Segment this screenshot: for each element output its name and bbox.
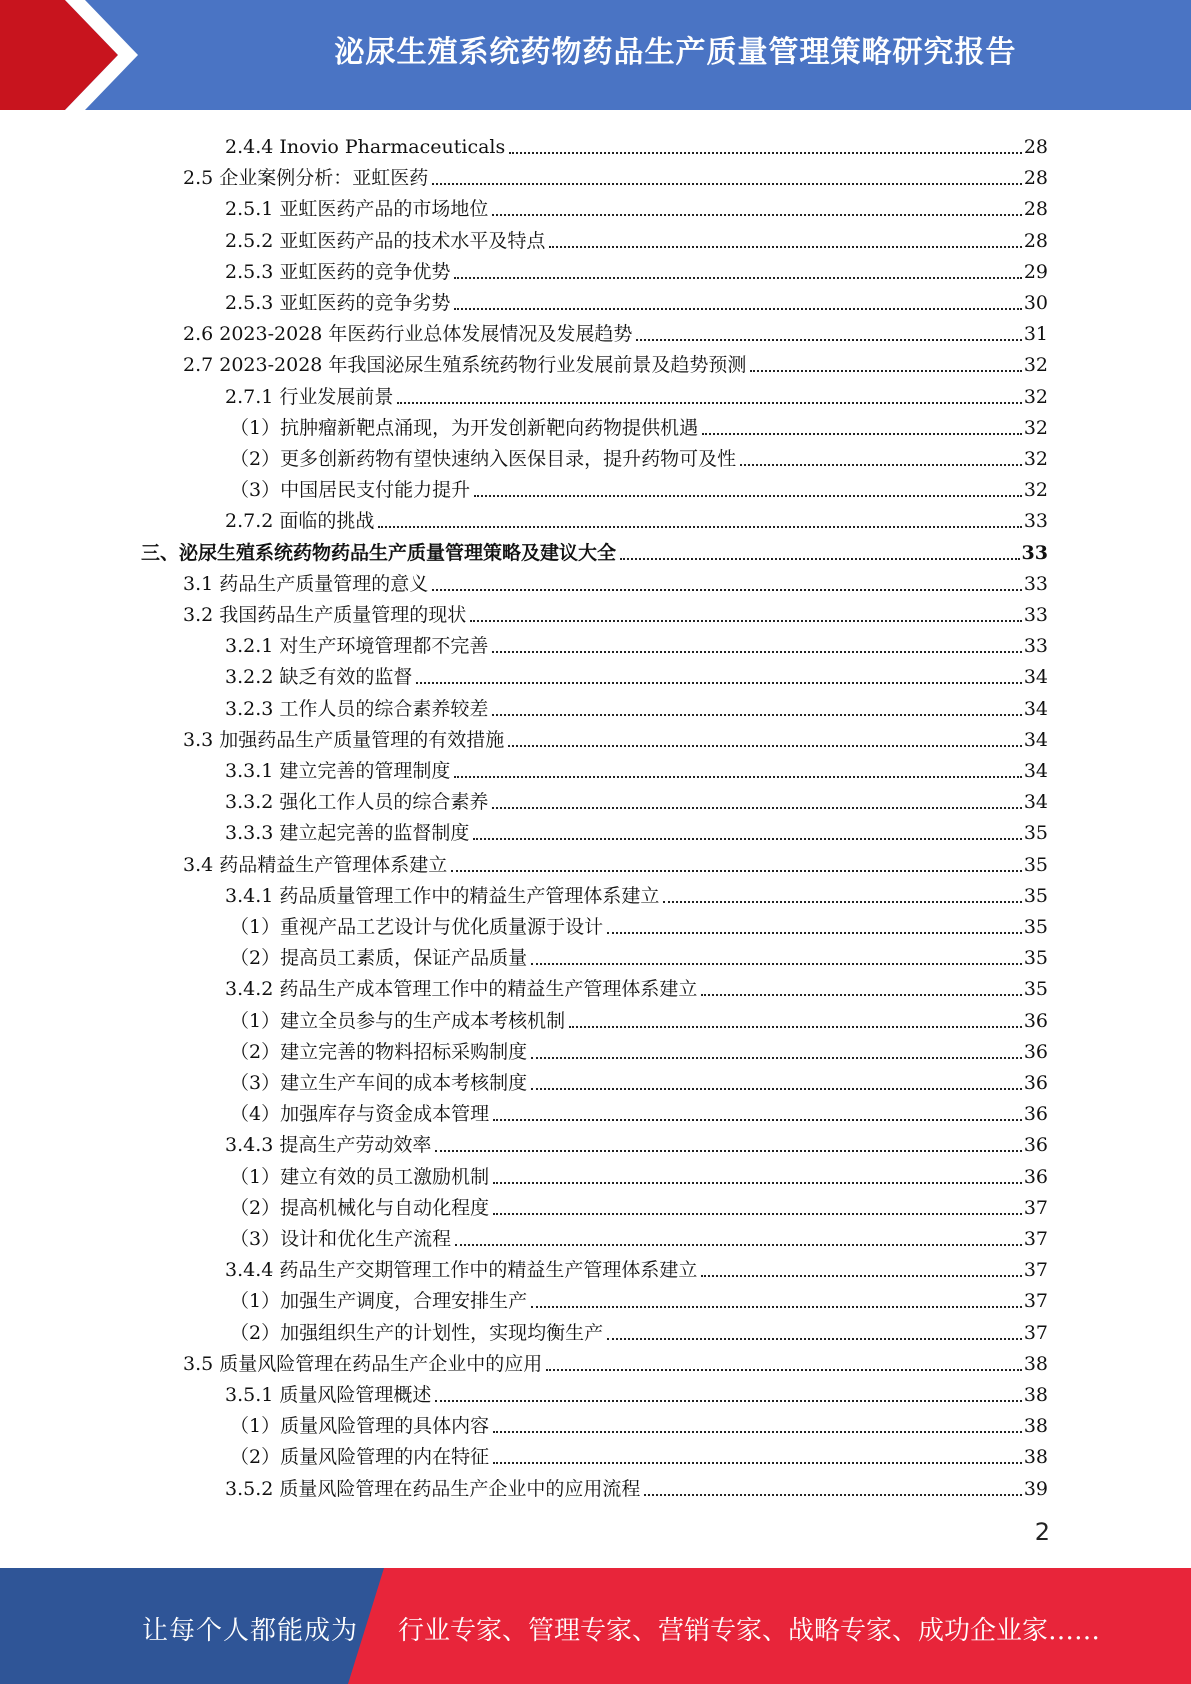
toc-entry[interactable] <box>230 409 1048 440</box>
toc-entry[interactable] <box>183 159 1048 190</box>
toc-entry-page: 34 <box>1023 791 1048 814</box>
toc-dot-leader <box>644 1470 1021 1496</box>
toc-entry[interactable] <box>183 721 1048 752</box>
toc-entry-label: （1）建立有效的员工激励机制 <box>230 1165 490 1188</box>
toc-dot-leader <box>455 1220 1022 1246</box>
toc-dot-leader <box>474 471 1022 497</box>
toc-entry-label: 3.5.2 质量风险管理在药品生产企业中的应用流程 <box>225 1477 641 1500</box>
toc-entry-page: 33 <box>1023 572 1048 595</box>
toc-entry[interactable] <box>225 970 1048 1001</box>
toc-entry-page: 37 <box>1023 1196 1048 1219</box>
toc-entry-label: 2.4.4 Inovio Pharmaceuticals <box>225 136 506 158</box>
toc-entry[interactable] <box>225 658 1048 689</box>
toc-entry-label: 3.4.3 提高生产劳动效率 <box>225 1134 432 1157</box>
toc-dot-leader <box>432 565 1022 591</box>
toc-entry[interactable] <box>230 1158 1048 1189</box>
toc-entry[interactable] <box>225 378 1048 409</box>
toc-entry[interactable] <box>225 284 1048 315</box>
toc-entry-page: 34 <box>1023 697 1048 720</box>
toc-entry-label: （2）质量风险管理的内在特征 <box>230 1446 490 1469</box>
toc-dot-leader <box>509 128 1022 154</box>
toc-entry-label: 3.3.2 强化工作人员的综合素养 <box>225 791 489 814</box>
toc-dot-leader <box>493 1189 1022 1215</box>
toc-dot-leader <box>740 440 1022 466</box>
toc-entry-label: 2.6 2023-2028 年医药行业总体发展情况及发展趋势 <box>183 323 633 346</box>
toc-entry-label: 3.2 我国药品生产质量管理的现状 <box>183 604 467 626</box>
toc-entry-page: 28 <box>1023 198 1048 221</box>
toc-entry[interactable] <box>230 1064 1048 1095</box>
toc-entry[interactable] <box>225 690 1048 721</box>
toc-entry-page: 28 <box>1023 167 1048 190</box>
toc-entry[interactable] <box>225 190 1048 221</box>
toc-entry-page: 32 <box>1023 416 1048 439</box>
toc-entry[interactable] <box>225 1126 1048 1157</box>
toc-entry-page: 35 <box>1023 822 1048 845</box>
toc-dot-leader <box>416 658 1021 684</box>
toc-entry-page: 34 <box>1023 760 1048 782</box>
toc-dot-leader <box>531 1064 1022 1090</box>
toc-entry[interactable] <box>183 596 1048 627</box>
toc-entry-page: 38 <box>1023 1352 1048 1375</box>
toc-entry-label: 3.4 药品精益生产管理体系建立 <box>183 853 448 876</box>
toc-entry-page: 36 <box>1023 1103 1048 1126</box>
toc-entry-page: 37 <box>1023 1290 1048 1313</box>
toc-dot-leader <box>451 846 1022 872</box>
toc-entry[interactable] <box>230 1002 1048 1033</box>
toc-entry[interactable] <box>225 814 1048 845</box>
toc-entry-page: 37 <box>1023 1259 1048 1282</box>
toc-dot-leader <box>531 1282 1022 1308</box>
toc-entry[interactable] <box>225 502 1048 533</box>
toc-dot-leader <box>701 1251 1021 1277</box>
toc-entry[interactable] <box>230 939 1048 970</box>
page-number: 2 <box>1034 1518 1050 1546</box>
toc-entry-label: （2）提高员工素质，保证产品质量 <box>230 947 528 970</box>
toc-entry[interactable] <box>230 1033 1048 1064</box>
toc-dot-leader <box>454 253 1021 279</box>
toc-entry-page: 34 <box>1023 728 1048 751</box>
toc-dot-leader <box>607 1314 1022 1340</box>
toc-entry[interactable] <box>225 783 1048 814</box>
toc-dot-leader <box>493 1095 1022 1121</box>
footer-slogan-right: 行业专家、管理专家、营销专家、战略专家、成功企业家…… <box>398 1616 1101 1646</box>
toc-entry-page: 32 <box>1023 448 1048 470</box>
toc-entry-label: （1）加强生产调度，合理安排生产 <box>230 1290 528 1313</box>
toc-entry-page: 35 <box>1023 947 1048 970</box>
toc-dot-leader <box>397 378 1021 404</box>
toc-dot-leader <box>492 627 1021 653</box>
toc-entry[interactable] <box>230 1220 1048 1251</box>
toc-entry-label: （1）抗肿瘤新靶点涌现，为开发创新靶向药物提供机遇 <box>230 416 699 439</box>
toc-entry[interactable] <box>230 1438 1048 1469</box>
toc-entry[interactable] <box>141 534 1048 565</box>
toc-dot-leader <box>432 159 1022 185</box>
toc-entry[interactable] <box>225 752 1048 783</box>
toc-entry-label: 3.3 加强药品生产质量管理的有效措施 <box>183 728 505 751</box>
toc-entry-label: 2.7.1 行业发展前景 <box>225 385 394 408</box>
toc-entry-label: 3.3.3 建立起完善的监督制度 <box>225 822 470 845</box>
toc-dot-leader <box>492 690 1021 716</box>
toc-entry-label: 3.2.1 对生产环境管理都不完善 <box>225 635 489 658</box>
toc-entry[interactable] <box>225 128 1048 159</box>
toc-dot-leader <box>473 814 1021 840</box>
toc-entry[interactable] <box>230 1407 1048 1438</box>
toc-entry[interactable] <box>183 846 1048 877</box>
toc-dot-leader <box>493 1407 1022 1433</box>
toc-entry-label: 3.2.2 缺乏有效的监督 <box>225 666 413 689</box>
toc-entry-label: （1）质量风险管理的具体内容 <box>230 1415 490 1438</box>
toc-entry[interactable] <box>225 1470 1048 1501</box>
toc-entry-page: 32 <box>1023 354 1048 377</box>
toc-entry[interactable] <box>183 346 1048 377</box>
toc-entry[interactable] <box>183 565 1048 596</box>
toc-entry-label: （1）重视产品工艺设计与优化质量源于设计 <box>230 916 604 938</box>
toc-entry-label: 3.5 质量风险管理在药品生产企业中的应用 <box>183 1352 543 1375</box>
toc-entry[interactable] <box>230 1189 1048 1220</box>
toc-entry-page: 36 <box>1023 1040 1048 1063</box>
toc-entry-page: 33 <box>1021 541 1048 564</box>
toc-entry[interactable] <box>183 315 1048 346</box>
toc-dot-leader <box>378 502 1021 528</box>
toc-entry-label: 3.1 药品生产质量管理的意义 <box>183 572 429 595</box>
toc-dot-leader <box>493 1158 1022 1184</box>
toc-entry[interactable] <box>230 908 1048 939</box>
toc-entry[interactable] <box>225 1251 1048 1282</box>
toc-entry-page: 28 <box>1023 136 1048 158</box>
toc-entry-page: 34 <box>1023 666 1048 689</box>
toc-entry-page: 31 <box>1023 323 1048 346</box>
toc-entry-label: （2）提高机械化与自动化程度 <box>230 1196 490 1219</box>
toc-dot-leader <box>470 596 1022 622</box>
toc-dot-leader <box>620 534 1020 560</box>
toc-dot-leader <box>607 908 1022 934</box>
toc-dot-leader <box>531 1033 1022 1059</box>
toc-dot-leader <box>493 1438 1022 1464</box>
toc-entry-label: 3.4.1 药品质量管理工作中的精益生产管理体系建立 <box>225 884 660 907</box>
toc-entry-page: 36 <box>1023 1165 1048 1188</box>
toc-entry-label: 2.7.2 面临的挑战 <box>225 510 375 533</box>
toc-dot-leader <box>435 1376 1021 1402</box>
page-footer <box>0 1568 1191 1684</box>
toc-dot-leader <box>549 222 1021 248</box>
toc-dot-leader <box>435 1126 1021 1152</box>
toc-entry[interactable] <box>225 222 1048 253</box>
toc-dot-leader <box>702 409 1022 435</box>
toc-entry[interactable] <box>225 253 1048 284</box>
toc-entry[interactable] <box>230 1314 1048 1345</box>
toc-entry-label: 3.3.1 建立完善的管理制度 <box>225 760 451 782</box>
toc-entry-page: 33 <box>1023 510 1048 533</box>
toc-entry-label: 3.2.3 工作人员的综合素养较差 <box>225 697 489 720</box>
toc-entry-label: （3）中国居民支付能力提升 <box>230 479 471 502</box>
toc-entry-label: （3）设计和优化生产流程 <box>230 1228 452 1250</box>
toc-entry[interactable] <box>230 1095 1048 1126</box>
toc-entry-page: 35 <box>1023 884 1048 907</box>
toc-entry-page: 35 <box>1023 978 1048 1001</box>
toc-entry-label: 3.5.1 质量风险管理概述 <box>225 1384 432 1406</box>
toc-dot-leader <box>569 1002 1022 1028</box>
toc-dot-leader <box>546 1345 1022 1371</box>
page-header <box>0 0 1191 110</box>
toc-entry-page: 33 <box>1023 604 1048 626</box>
toc-entry-page: 38 <box>1023 1446 1048 1469</box>
toc-entry-label: 3.4.2 药品生产成本管理工作中的精益生产管理体系建立 <box>225 978 698 1001</box>
header-chevron-decoration <box>0 0 160 110</box>
toc-entry-label: 2.7 2023-2028 年我国泌尿生殖系统药物行业发展前景及趋势预测 <box>183 354 747 377</box>
footer-slogan-left: 让每个人都能成为 <box>142 1616 359 1646</box>
toc-dot-leader <box>454 752 1021 778</box>
toc-entry-label: （2）更多创新药物有望快速纳入医保目录，提升药物可及性 <box>230 448 737 470</box>
toc-entry-page: 30 <box>1023 292 1048 314</box>
toc-entry-page: 32 <box>1023 479 1048 502</box>
toc-dot-leader <box>663 877 1021 903</box>
toc-entry-label: （2）加强组织生产的计划性，实现均衡生产 <box>230 1321 604 1344</box>
toc-entry-page: 36 <box>1023 1134 1048 1157</box>
toc-dot-leader <box>492 190 1021 216</box>
toc-entry-page: 37 <box>1023 1228 1048 1250</box>
toc-entry-page: 32 <box>1023 385 1048 408</box>
toc-dot-leader <box>508 721 1022 747</box>
toc-entry-page: 35 <box>1023 916 1048 938</box>
toc-entry-page: 38 <box>1023 1415 1048 1438</box>
toc-entry-page: 29 <box>1023 260 1048 283</box>
toc-entry[interactable] <box>225 627 1048 658</box>
toc-entry-page: 39 <box>1023 1477 1048 1500</box>
toc-entry[interactable] <box>225 1376 1048 1407</box>
toc-entry-label: 三、泌尿生殖系统药物药品生产质量管理策略及建议大全 <box>141 541 617 564</box>
toc-entry[interactable] <box>230 471 1048 502</box>
toc-entry-label: 2.5.1 亚虹医药产品的市场地位 <box>225 198 489 221</box>
toc-entry-page: 38 <box>1023 1384 1048 1406</box>
toc-dot-leader <box>636 315 1021 341</box>
toc-entry-page: 28 <box>1023 229 1048 252</box>
toc-entry-label: 2.5 企业案例分析：亚虹医药 <box>183 167 429 190</box>
toc-dot-leader <box>492 783 1021 809</box>
toc-entry-page: 37 <box>1023 1321 1048 1344</box>
toc-entry[interactable] <box>183 1345 1048 1376</box>
toc-dot-leader <box>701 970 1021 996</box>
toc-entry-label: （3）建立生产车间的成本考核制度 <box>230 1072 528 1094</box>
toc-entry[interactable] <box>225 877 1048 908</box>
toc-entry-page: 36 <box>1023 1009 1048 1032</box>
toc-dot-leader <box>531 939 1022 965</box>
toc-entry[interactable] <box>230 440 1048 471</box>
toc-entry[interactable] <box>230 1282 1048 1313</box>
toc-entry-label: 2.5.3 亚虹医药的竞争优势 <box>225 260 451 283</box>
toc-entry-label: （4）加强库存与资金成本管理 <box>230 1103 490 1126</box>
toc-dot-leader <box>750 346 1021 372</box>
toc-entry-label: （1）建立全员参与的生产成本考核机制 <box>230 1009 566 1032</box>
toc-entry-page: 35 <box>1023 853 1048 876</box>
toc-entry-label: 2.5.2 亚虹医药产品的技术水平及特点 <box>225 229 546 252</box>
toc-entry-label: 2.5.3 亚虹医药的竞争劣势 <box>225 292 451 314</box>
toc-entry-page: 36 <box>1023 1072 1048 1094</box>
toc-entry-label: （2）建立完善的物料招标采购制度 <box>230 1040 528 1063</box>
toc-dot-leader <box>454 284 1021 310</box>
toc-entry-page: 33 <box>1023 635 1048 658</box>
report-title: 泌尿生殖系统药物药品生产质量管理策略研究报告 <box>334 35 1017 70</box>
toc-entry-label: 3.4.4 药品生产交期管理工作中的精益生产管理体系建立 <box>225 1259 698 1282</box>
